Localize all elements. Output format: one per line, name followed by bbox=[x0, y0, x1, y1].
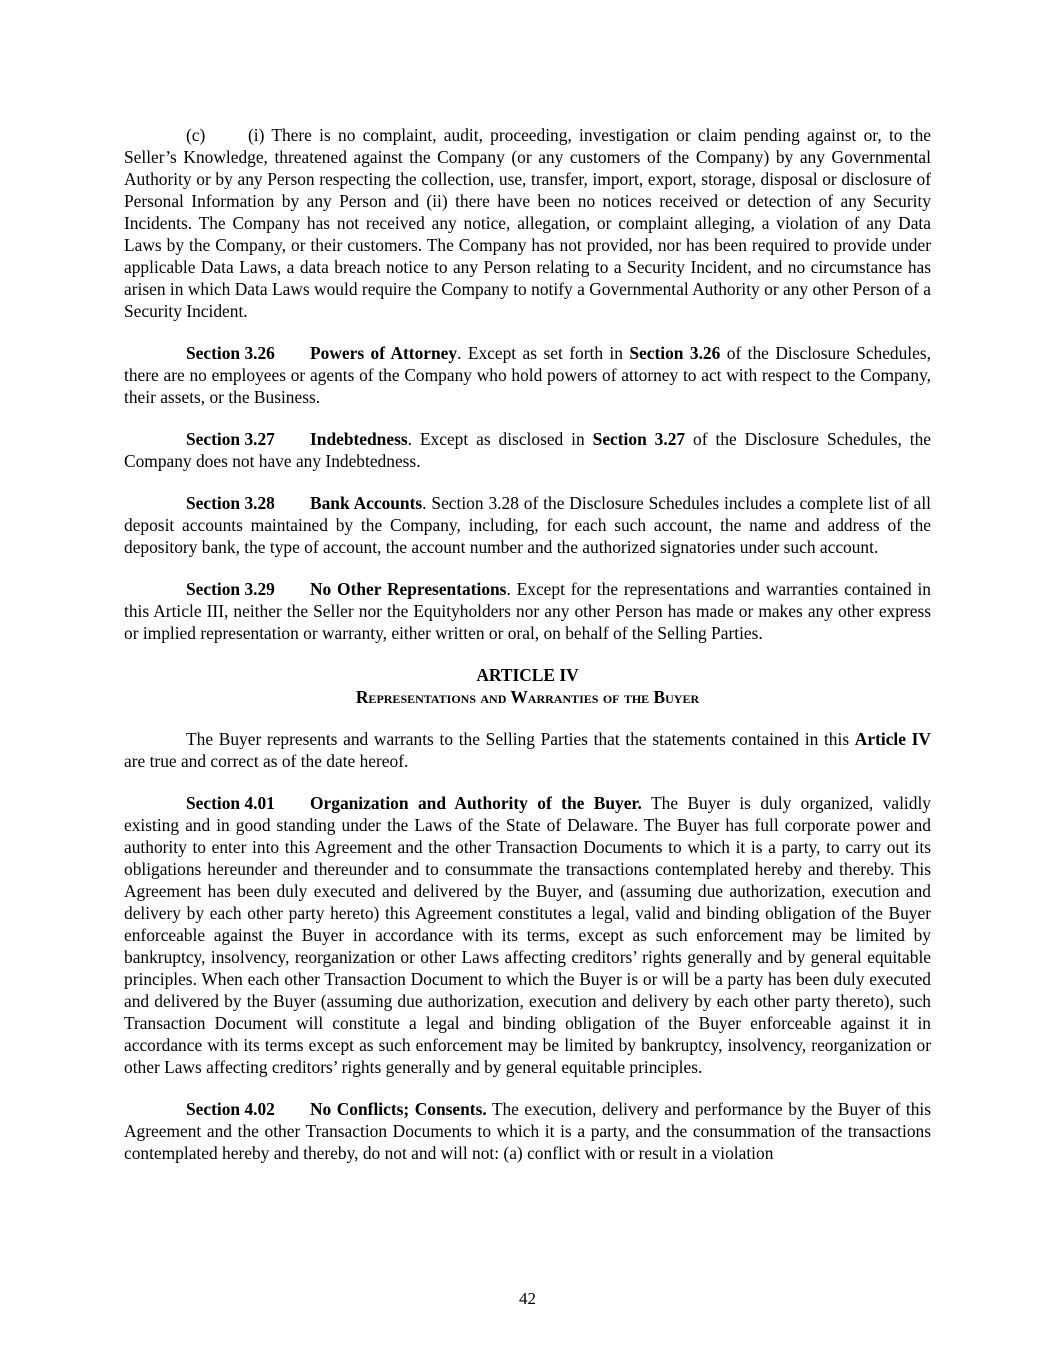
section-3-29-title: No Other Representations bbox=[310, 579, 507, 599]
section-3-28-text: . Section 3.28 of the Disclosure Schedules includes a complete list of all deposit accounts maintained by the Company, including, for each such account, the name and address of the depository bank, the type of account, the account number and the authorized signatories under such account. bbox=[124, 493, 931, 557]
article-intro-text-1: The Buyer represents and warrants to the Selling Parties that the statements contained in this bbox=[186, 729, 855, 749]
article-title: ARTICLE IV bbox=[476, 665, 579, 685]
section-3-29-number: Section 3.29 bbox=[186, 579, 275, 599]
section-3-28 bbox=[124, 492, 931, 558]
section-3-27-ref: Section 3.27 bbox=[592, 429, 686, 449]
section-4-02-title: No Conflicts; Consents. bbox=[310, 1099, 487, 1119]
section-3-28-title: Bank Accounts bbox=[310, 493, 423, 513]
section-3-26-text-1: . Except as set forth in bbox=[457, 343, 630, 363]
section-3-29-text: . Except for the representations and warranties contained in this Article III, neither the Seller nor the Equityholders nor any other Person has made or makes any other express or implied representation or warranty, either written or oral, on behalf of the Selling Parties. bbox=[124, 579, 931, 643]
section-4-01-text: The Buyer is duly organized, validly existing and in good standing under the Laws of the State of Delaware. The Buyer has full corporate power and authority to enter into this Agreement and the other Transaction Documents to which it is a party, to carry out its obligations hereunder and thereunder and to consummate the transactions contemplated hereby and thereby. This Agreement has been duly executed and delivered by the Buyer, and (assuming due authorization, execution and delivery by each other party hereto) this Agreement constitutes a legal, valid and binding obligation of the Buyer enforceable against the Buyer in accordance with its terms, except as such enforcement may be limited by bankruptcy, insolvency, reorganization or other Laws affecting creditors’ rights generally and by general equitable principles. When each other Transaction Document to which the Buyer is or will be a party has been duly executed and delivered by the Buyer (assuming due authorization, execution and delivery by each other party thereto), such Transaction Document will constitute a legal and binding obligation of the Buyer enforceable against it in accordance with its terms except as such enforcement may be limited by bankruptcy, insolvency, reorganization or other Laws affecting creditors’ rights generally and by general equitable principles. bbox=[124, 793, 931, 1077]
section-3-26-ref: Section 3.26 bbox=[629, 343, 721, 363]
section-4-02-text: The execution, delivery and performance by the Buyer of this Agreement and the other Transaction Documents to which it is a party, and the consummation of the transactions contemplated hereby and thereby, do not and will not: (a) conflict with or result in a violation bbox=[124, 1099, 931, 1163]
article-subtitle: Representations and Warranties of the Buyer bbox=[355, 687, 700, 707]
section-3-26 bbox=[124, 342, 931, 408]
section-3-26-title: Powers of Attorney bbox=[310, 343, 458, 363]
section-3-27 bbox=[124, 428, 931, 472]
page-number: 42 bbox=[519, 1289, 536, 1308]
section-4-01-number: Section 4.01 bbox=[186, 793, 275, 813]
section-3-27-number: Section 3.27 bbox=[186, 429, 275, 449]
section-3-27-text-2: of the Disclosure Schedules, the Company does not have any Indebtedness. bbox=[124, 429, 931, 471]
paragraph-c bbox=[124, 124, 931, 322]
article-intro-text-2: are true and correct as of the date hereof. bbox=[124, 751, 409, 771]
section-4-01 bbox=[124, 792, 931, 1078]
section-3-26-number: Section 3.26 bbox=[186, 343, 275, 363]
section-3-28-number: Section 3.28 bbox=[186, 493, 275, 513]
section-3-27-text-1: . Except as disclosed in bbox=[407, 429, 593, 449]
article-intro-ref: Article IV bbox=[854, 729, 931, 749]
document-page bbox=[124, 124, 931, 1184]
article-intro bbox=[124, 728, 931, 772]
section-4-02 bbox=[124, 1098, 931, 1164]
section-4-01-title: Organization and Authority of the Buyer. bbox=[310, 793, 642, 813]
section-3-27-title: Indebtedness bbox=[310, 429, 408, 449]
paragraph-c-text: (i) There is no complaint, audit, proceeding, investigation or claim pending against or, to the Seller’s Knowledge, threatened against the Company (or any customers of the Company) by any Governmental Authority or by any Person respecting the collection, use, transfer, import, export, storage, disposal or disclosure of Personal Information by any Person and (ii) there have been no notices received or detection of any Security Incidents. The Company has not received any notice, allegation, or complaint alleging, a violation of any Data Laws by the Company, or their customers. The Company has not provided, nor has been required to provide under applicable Data Laws, a data breach notice to any Person relating to a Security Incident, and no circumstance has arisen in which Data Laws would require the Company to notify a Governmental Authority or any other Person of a Security Incident. bbox=[124, 125, 931, 321]
section-3-29 bbox=[124, 578, 931, 644]
section-4-02-number: Section 4.02 bbox=[186, 1099, 275, 1119]
paragraph-c-label: (c) bbox=[186, 125, 206, 145]
section-3-26-text-2: of the Disclosure Schedules, there are no employees or agents of the Company who hold powers of attorney to act with respect to the Company, their assets, or the Business. bbox=[124, 343, 931, 407]
